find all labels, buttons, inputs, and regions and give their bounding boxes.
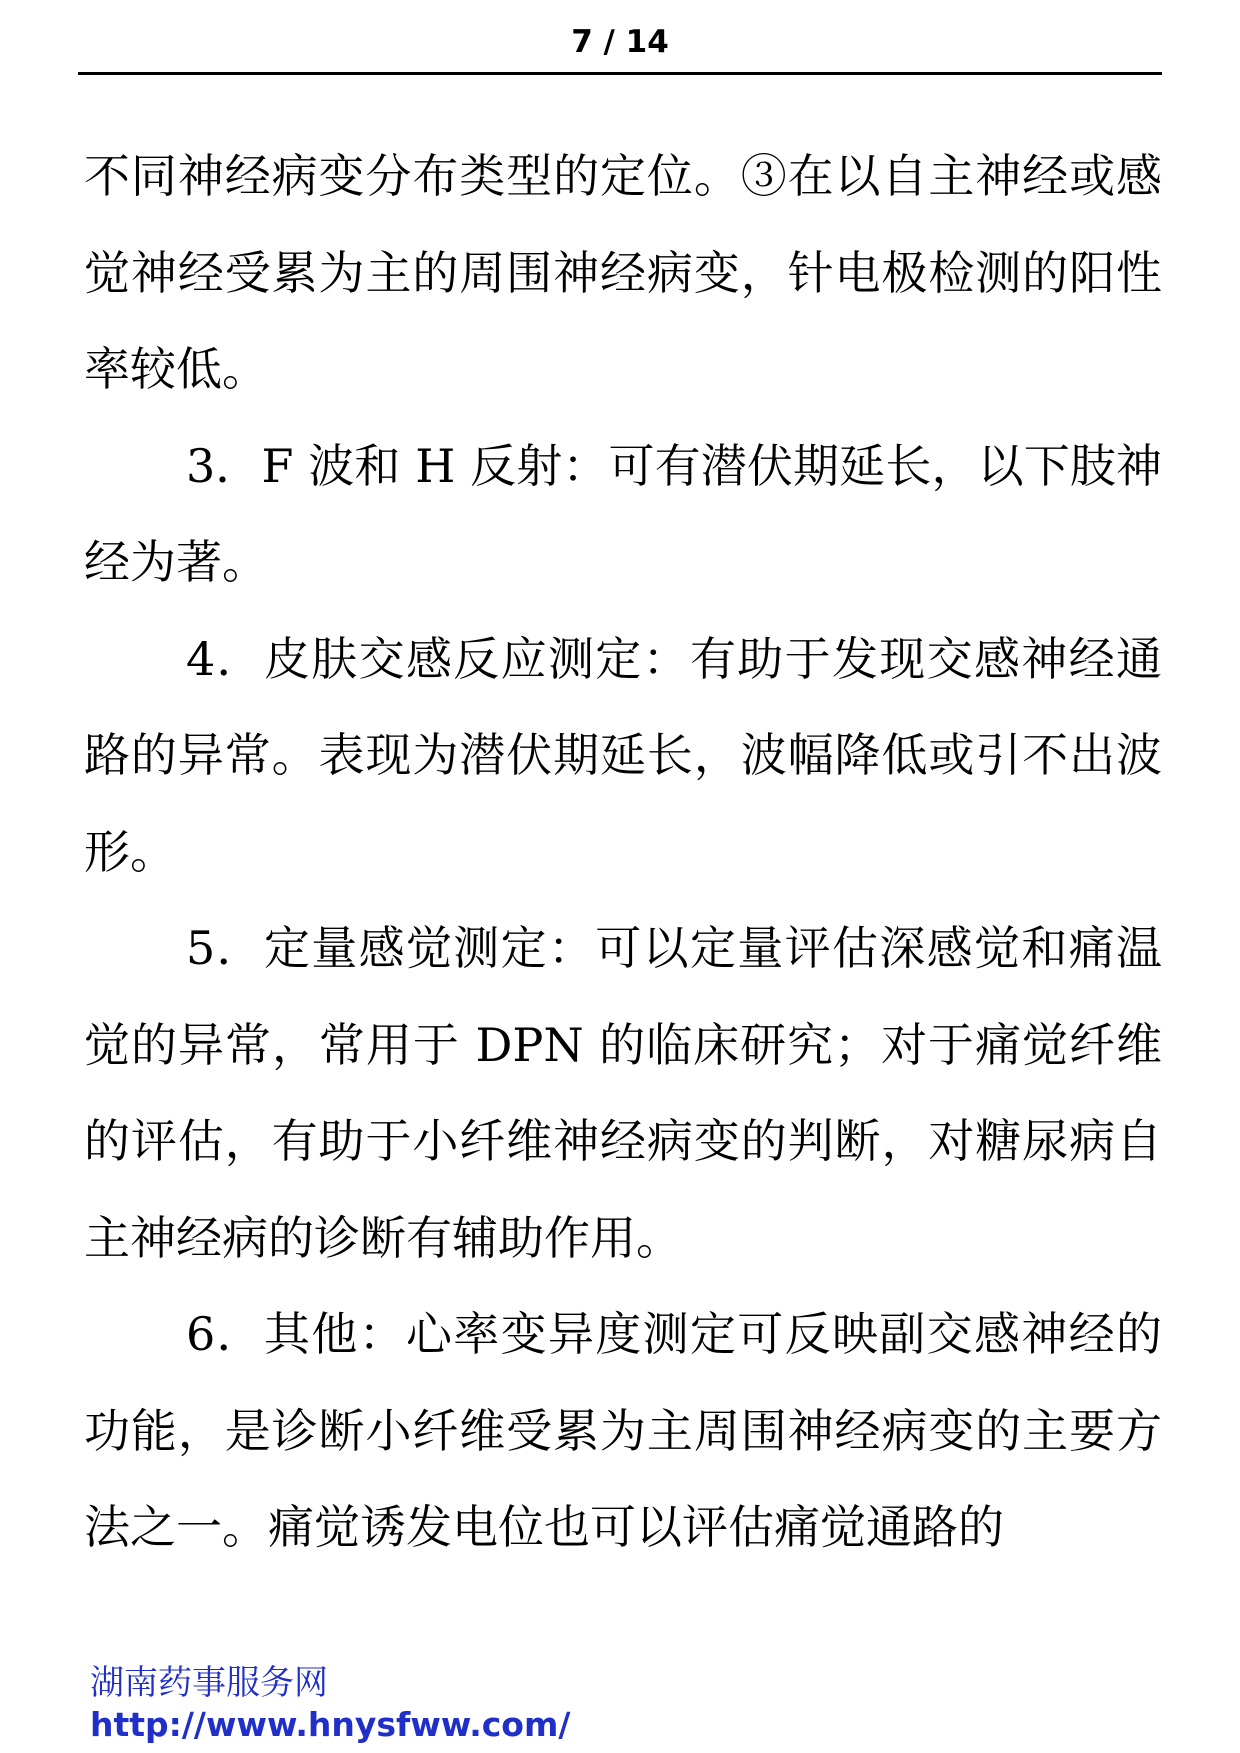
paragraph-quantitative-sensory-testing: 5．定量感觉测定：可以定量评估深感觉和痛温觉的异常，常用于 DPN 的临床研究；对于痛觉纤维的评估，有助于小纤维神经病变的判断，对糖尿病自主神经病的诊断有辅助作用。	[84, 921, 1162, 1265]
paragraph-continuation: 不同神经病变分布类型的定位。③在以自主神经或感觉神经受累为主的周围神经病变，针电极检测的阳性率较低。	[84, 149, 1162, 396]
page-number: 7 / 14	[571, 24, 669, 60]
document-body	[84, 128, 1162, 1576]
paragraph-other-tests: 6．其他：心率变异度测定可反映副交感神经的功能，是诊断小纤维受累为主周围神经病变的主要方法之一。痛觉诱发电位也可以评估痛觉通路的	[84, 1307, 1162, 1554]
footer-site-link[interactable]: http://www.hnysfww.com/	[90, 1705, 571, 1744]
footer-site-name: 湖南药事服务网	[90, 1663, 328, 1703]
header-divider	[78, 72, 1162, 75]
footer	[90, 1662, 570, 1746]
paragraph-skin-sympathetic-response: 4．皮肤交感反应测定：有助于发现交感神经通路的异常。表现为潜伏期延长，波幅降低或引不出波形。	[84, 631, 1162, 879]
paragraph-f-wave-h-reflex: 3．F 波和 H 反射：可有潜伏期延长，以下肢神经为著。	[84, 438, 1162, 589]
